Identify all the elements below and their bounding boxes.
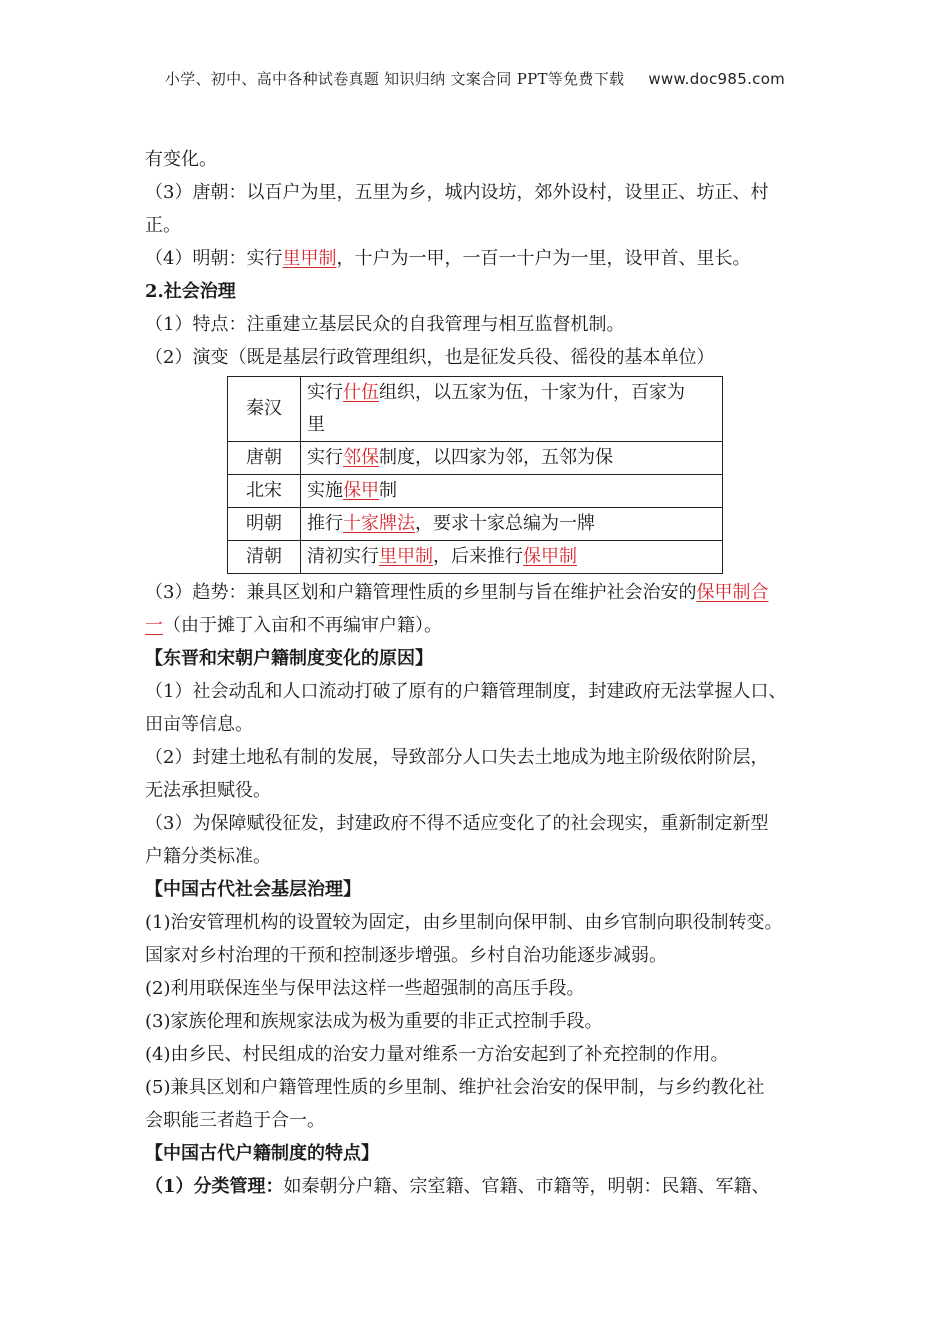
- section-heading: 【东晋和宋朝户籍制度变化的原因】: [145, 648, 433, 669]
- table-row: [228, 442, 723, 475]
- key-term: 邻保: [343, 447, 379, 468]
- paragraph: （1）社会动乱和人口流动打破了原有的户籍管理制度，封建政府无法掌握人口、: [145, 681, 787, 702]
- era-cell: 明朝: [228, 508, 301, 541]
- table-row: [228, 377, 723, 442]
- era-cell: 北宋: [228, 475, 301, 508]
- table-row: [228, 475, 723, 508]
- paragraph: 户籍分类标准。: [145, 846, 271, 867]
- section-heading: 2.社会治理: [145, 281, 236, 302]
- paragraph: (2)利用联保连坐与保甲法这样一些超强制的高压手段。: [145, 978, 585, 999]
- paragraph: 正。: [145, 215, 181, 236]
- key-term: 什伍: [343, 382, 379, 403]
- desc-cell: 实施保甲制: [301, 475, 723, 508]
- key-term: 十家牌法: [343, 513, 415, 534]
- desc-cell: 清初实行里甲制，后来推行保甲制: [301, 541, 723, 574]
- desc-cell: 实行什伍组织，以五家为伍，十家为什，百家为 里: [301, 377, 723, 442]
- section-heading: 【中国古代社会基层治理】: [145, 879, 361, 900]
- header-site[interactable]: www.doc985.com: [648, 70, 786, 88]
- paragraph: （1）特点：注重建立基层民众的自我管理与相互监督机制。: [145, 314, 625, 335]
- paragraph: 一（由于摊丁入亩和不再编审户籍）。: [145, 615, 442, 636]
- era-table: [227, 376, 723, 574]
- key-term: 一: [145, 615, 163, 636]
- paragraph: 无法承担赋役。: [145, 780, 271, 801]
- key-term: 保甲制: [523, 546, 577, 567]
- page-header: [0, 68, 950, 89]
- paragraph: 会职能三者趋于合一。: [145, 1110, 325, 1131]
- paragraph: （1）分类管理：如秦朝分户籍、宗室籍、官籍、市籍等，明朝：民籍、军籍、: [145, 1176, 770, 1197]
- era-cell: 清朝: [228, 541, 301, 574]
- main-content: [145, 143, 815, 1203]
- paragraph: （2）封建土地私有制的发展，导致部分人口失去土地成为地主阶级依附阶层，: [145, 747, 769, 768]
- paragraph: (5)兼具区划和户籍管理性质的乡里制、维护社会治安的保甲制，与乡约教化社: [145, 1077, 765, 1098]
- paragraph: （3）为保障赋役征发，封建政府不得不适应变化了的社会现实，重新制定新型: [145, 813, 769, 834]
- key-term: 保甲: [343, 480, 379, 501]
- header-text: 小学、初中、高中各种试卷真题 知识归纳 文案合同 PPT等免费下载: [164, 70, 625, 88]
- paragraph: （4）明朝：实行里甲制，十户为一甲，一百一十户为一里，设甲首、里长。: [145, 248, 751, 269]
- table-row: [228, 508, 723, 541]
- key-term: 里甲制: [282, 248, 337, 269]
- paragraph: （2）演变（既是基层行政管理组织，也是征发兵役、徭役的基本单位）: [145, 347, 715, 368]
- section-heading: 【中国古代户籍制度的特点】: [145, 1143, 379, 1164]
- paragraph: (4)由乡民、村民组成的治安力量对维系一方治安起到了补充控制的作用。: [145, 1044, 729, 1065]
- paragraph: 国家对乡村治理的干预和控制逐步增强。乡村自治功能逐步减弱。: [145, 945, 667, 966]
- paragraph: 田亩等信息。: [145, 714, 253, 735]
- era-cell: 秦汉: [228, 377, 301, 442]
- desc-cell: 推行十家牌法，要求十家总编为一牌: [301, 508, 723, 541]
- paragraph: (1)治安管理机构的设置较为固定，由乡里制向保甲制、由乡官制向职役制转变。: [145, 912, 783, 933]
- paragraph: (3)家族伦理和族规家法成为极为重要的非正式控制手段。: [145, 1011, 603, 1032]
- paragraph: （3）唐朝：以百户为里，五里为乡，城内设坊，郊外设村，设里正、坊正、村: [145, 182, 769, 203]
- desc-cell: 实行邻保制度，以四家为邻，五邻为保: [301, 442, 723, 475]
- table-row: [228, 541, 723, 574]
- paragraph: （3）趋势：兼具区划和户籍管理性质的乡里制与旨在维护社会治安的保甲制合: [145, 582, 769, 603]
- era-cell: 唐朝: [228, 442, 301, 475]
- key-term: 保甲制合: [696, 582, 769, 603]
- key-term: 里甲制: [379, 546, 433, 567]
- paragraph: 有变化。: [145, 149, 217, 170]
